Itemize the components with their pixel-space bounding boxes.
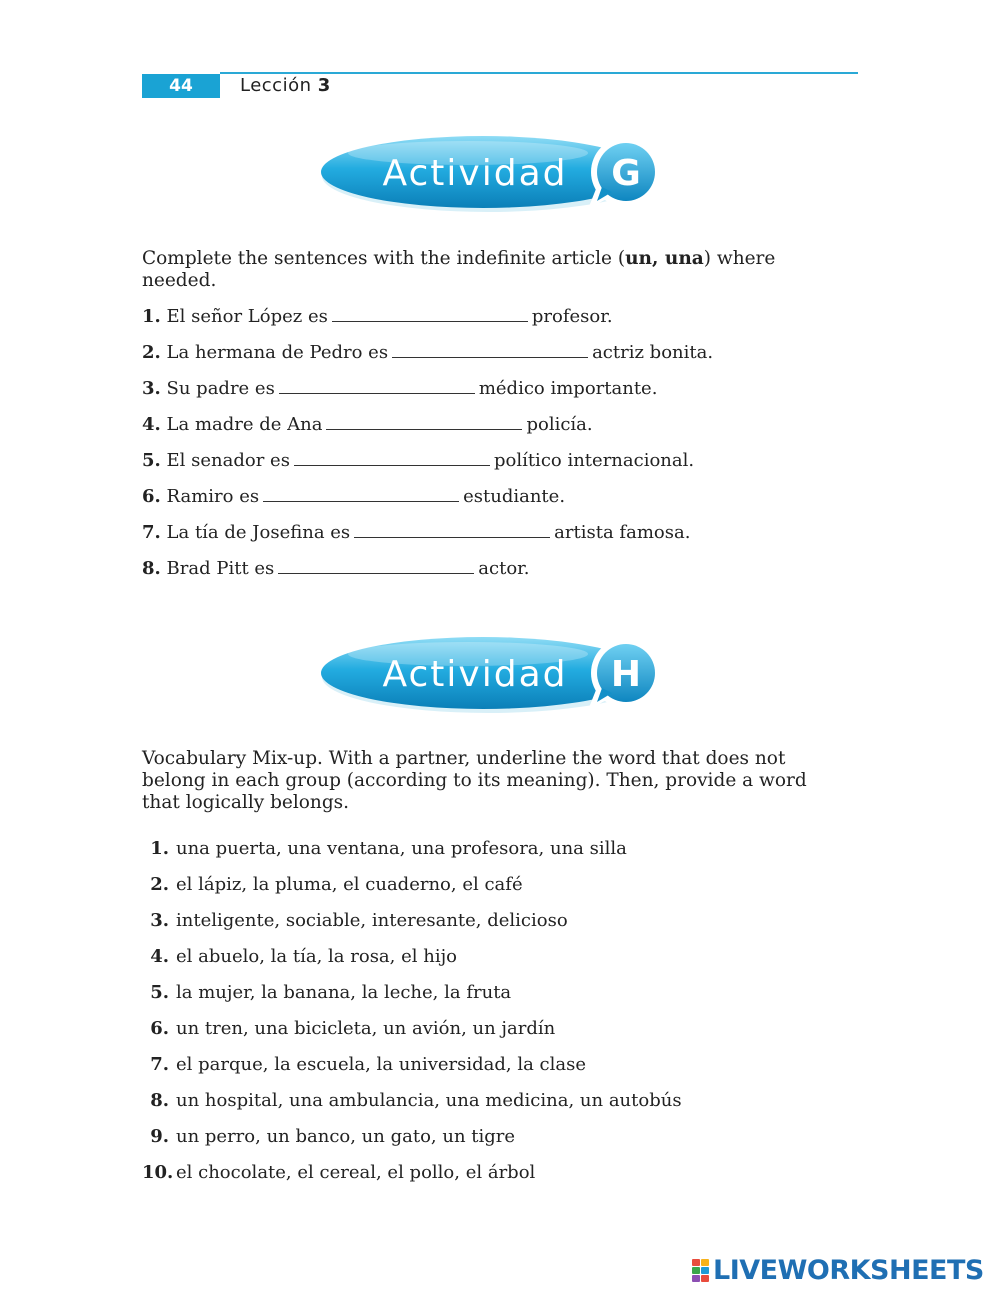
item-number: 5. bbox=[150, 982, 169, 1003]
item-text[interactable]: el chocolate, el cereal, el pollo, el árbol bbox=[176, 1162, 536, 1183]
activity-h-word: Actividad bbox=[382, 654, 568, 695]
instruction-text: ) where needed. bbox=[142, 248, 776, 291]
logo-text: LIVEWORKSHEETS bbox=[713, 1254, 984, 1286]
speech-bubble-banner-icon bbox=[318, 127, 668, 217]
item-number: 8. bbox=[150, 1090, 169, 1111]
answer-blank[interactable] bbox=[294, 448, 490, 466]
list-item bbox=[142, 909, 568, 933]
item-text: Brad Pitt es bbox=[166, 558, 275, 579]
list-item bbox=[142, 981, 511, 1005]
item-number: 9. bbox=[150, 1126, 169, 1147]
item-text[interactable]: un hospital, una ambulancia, una medicina, un autobús bbox=[176, 1090, 682, 1111]
item-text: actriz bonita. bbox=[592, 342, 714, 363]
activity-h-banner bbox=[318, 628, 668, 718]
item-text: actor. bbox=[478, 558, 530, 579]
list-item bbox=[142, 1053, 586, 1077]
item-number: 6. bbox=[150, 1018, 169, 1039]
list-item bbox=[142, 520, 690, 544]
item-text: Su padre es bbox=[166, 378, 275, 399]
activity-g-banner bbox=[318, 127, 668, 217]
list-item bbox=[142, 484, 565, 508]
list-item bbox=[142, 304, 613, 328]
item-text[interactable]: un perro, un banco, un gato, un tigre bbox=[176, 1126, 516, 1147]
item-text[interactable]: el lápiz, la pluma, el cuaderno, el café bbox=[176, 874, 523, 895]
answer-blank[interactable] bbox=[279, 376, 475, 394]
item-number: 8. bbox=[142, 558, 161, 579]
list-item bbox=[142, 340, 713, 364]
item-text: La tía de Josefina es bbox=[166, 522, 351, 543]
item-number: 1. bbox=[142, 306, 161, 327]
liveworksheets-logo[interactable] bbox=[692, 1255, 984, 1285]
page-number: 44 bbox=[142, 74, 220, 98]
item-text: médico importante. bbox=[478, 378, 658, 399]
list-item bbox=[142, 1125, 515, 1149]
item-text: El señor López es bbox=[166, 306, 328, 327]
lesson-label bbox=[240, 74, 331, 98]
item-text: político internacional. bbox=[493, 450, 695, 471]
item-number: 2. bbox=[150, 874, 169, 895]
answer-blank[interactable] bbox=[332, 304, 528, 322]
item-number: 10. bbox=[142, 1162, 174, 1183]
list-item bbox=[142, 556, 530, 580]
list-item bbox=[142, 1161, 535, 1185]
item-text[interactable]: el abuelo, la tía, la rosa, el hijo bbox=[176, 946, 458, 967]
list-item bbox=[142, 873, 523, 897]
item-number: 4. bbox=[142, 414, 161, 435]
item-text: artista famosa. bbox=[554, 522, 691, 543]
item-text: Ramiro es bbox=[166, 486, 260, 507]
item-text[interactable]: un tren, una bicicleta, un avión, un jardín bbox=[176, 1018, 556, 1039]
answer-blank[interactable] bbox=[392, 340, 588, 358]
item-number: 7. bbox=[150, 1054, 169, 1075]
item-number: 5. bbox=[142, 450, 161, 471]
answer-blank[interactable] bbox=[326, 412, 522, 430]
list-item bbox=[142, 376, 657, 400]
item-number: 1. bbox=[150, 838, 169, 859]
item-text[interactable]: una puerta, una ventana, una profesora, una silla bbox=[176, 838, 627, 859]
item-number: 3. bbox=[142, 378, 161, 399]
instruction-text: Complete the sentences with the indefinite article ( bbox=[142, 248, 626, 269]
speech-bubble-banner-icon bbox=[318, 628, 668, 718]
answer-blank[interactable] bbox=[354, 520, 550, 538]
logo-blocks-icon bbox=[692, 1259, 709, 1282]
item-number: 7. bbox=[142, 522, 161, 543]
item-text[interactable]: la mujer, la banana, la leche, la fruta bbox=[176, 982, 512, 1003]
list-item bbox=[142, 448, 694, 472]
list-item bbox=[142, 945, 457, 969]
item-text: La hermana de Pedro es bbox=[166, 342, 389, 363]
activity-g-letter: G bbox=[611, 153, 641, 194]
item-number: 2. bbox=[142, 342, 161, 363]
lesson-word: Lección bbox=[240, 75, 312, 96]
instruction-bold: un, una bbox=[625, 248, 704, 269]
list-item bbox=[142, 837, 627, 861]
item-text: El senador es bbox=[166, 450, 290, 471]
item-text: estudiante. bbox=[463, 486, 566, 507]
list-item bbox=[142, 1089, 682, 1113]
item-number: 4. bbox=[150, 946, 169, 967]
item-text: policía. bbox=[526, 414, 593, 435]
item-text[interactable]: el parque, la escuela, la universidad, la clase bbox=[176, 1054, 587, 1075]
item-number: 6. bbox=[142, 486, 161, 507]
list-item bbox=[142, 1017, 555, 1041]
lesson-number: 3 bbox=[317, 75, 331, 96]
item-text: La madre de Ana bbox=[166, 414, 323, 435]
item-number: 3. bbox=[150, 910, 169, 931]
activity-g-instructions bbox=[142, 248, 822, 292]
activity-h-letter: H bbox=[610, 654, 642, 695]
activity-g-word: Actividad bbox=[382, 153, 568, 194]
list-item bbox=[142, 412, 593, 436]
item-text: profesor. bbox=[531, 306, 613, 327]
answer-blank[interactable] bbox=[278, 556, 474, 574]
activity-h-instructions: Vocabulary Mix-up. With a partner, underline the word that does not belong in each group (according to its meaning). Then, provide a word that logically belongs. bbox=[142, 748, 807, 813]
item-text[interactable]: inteligente, sociable, interesante, delicioso bbox=[176, 910, 568, 931]
answer-blank[interactable] bbox=[263, 484, 459, 502]
